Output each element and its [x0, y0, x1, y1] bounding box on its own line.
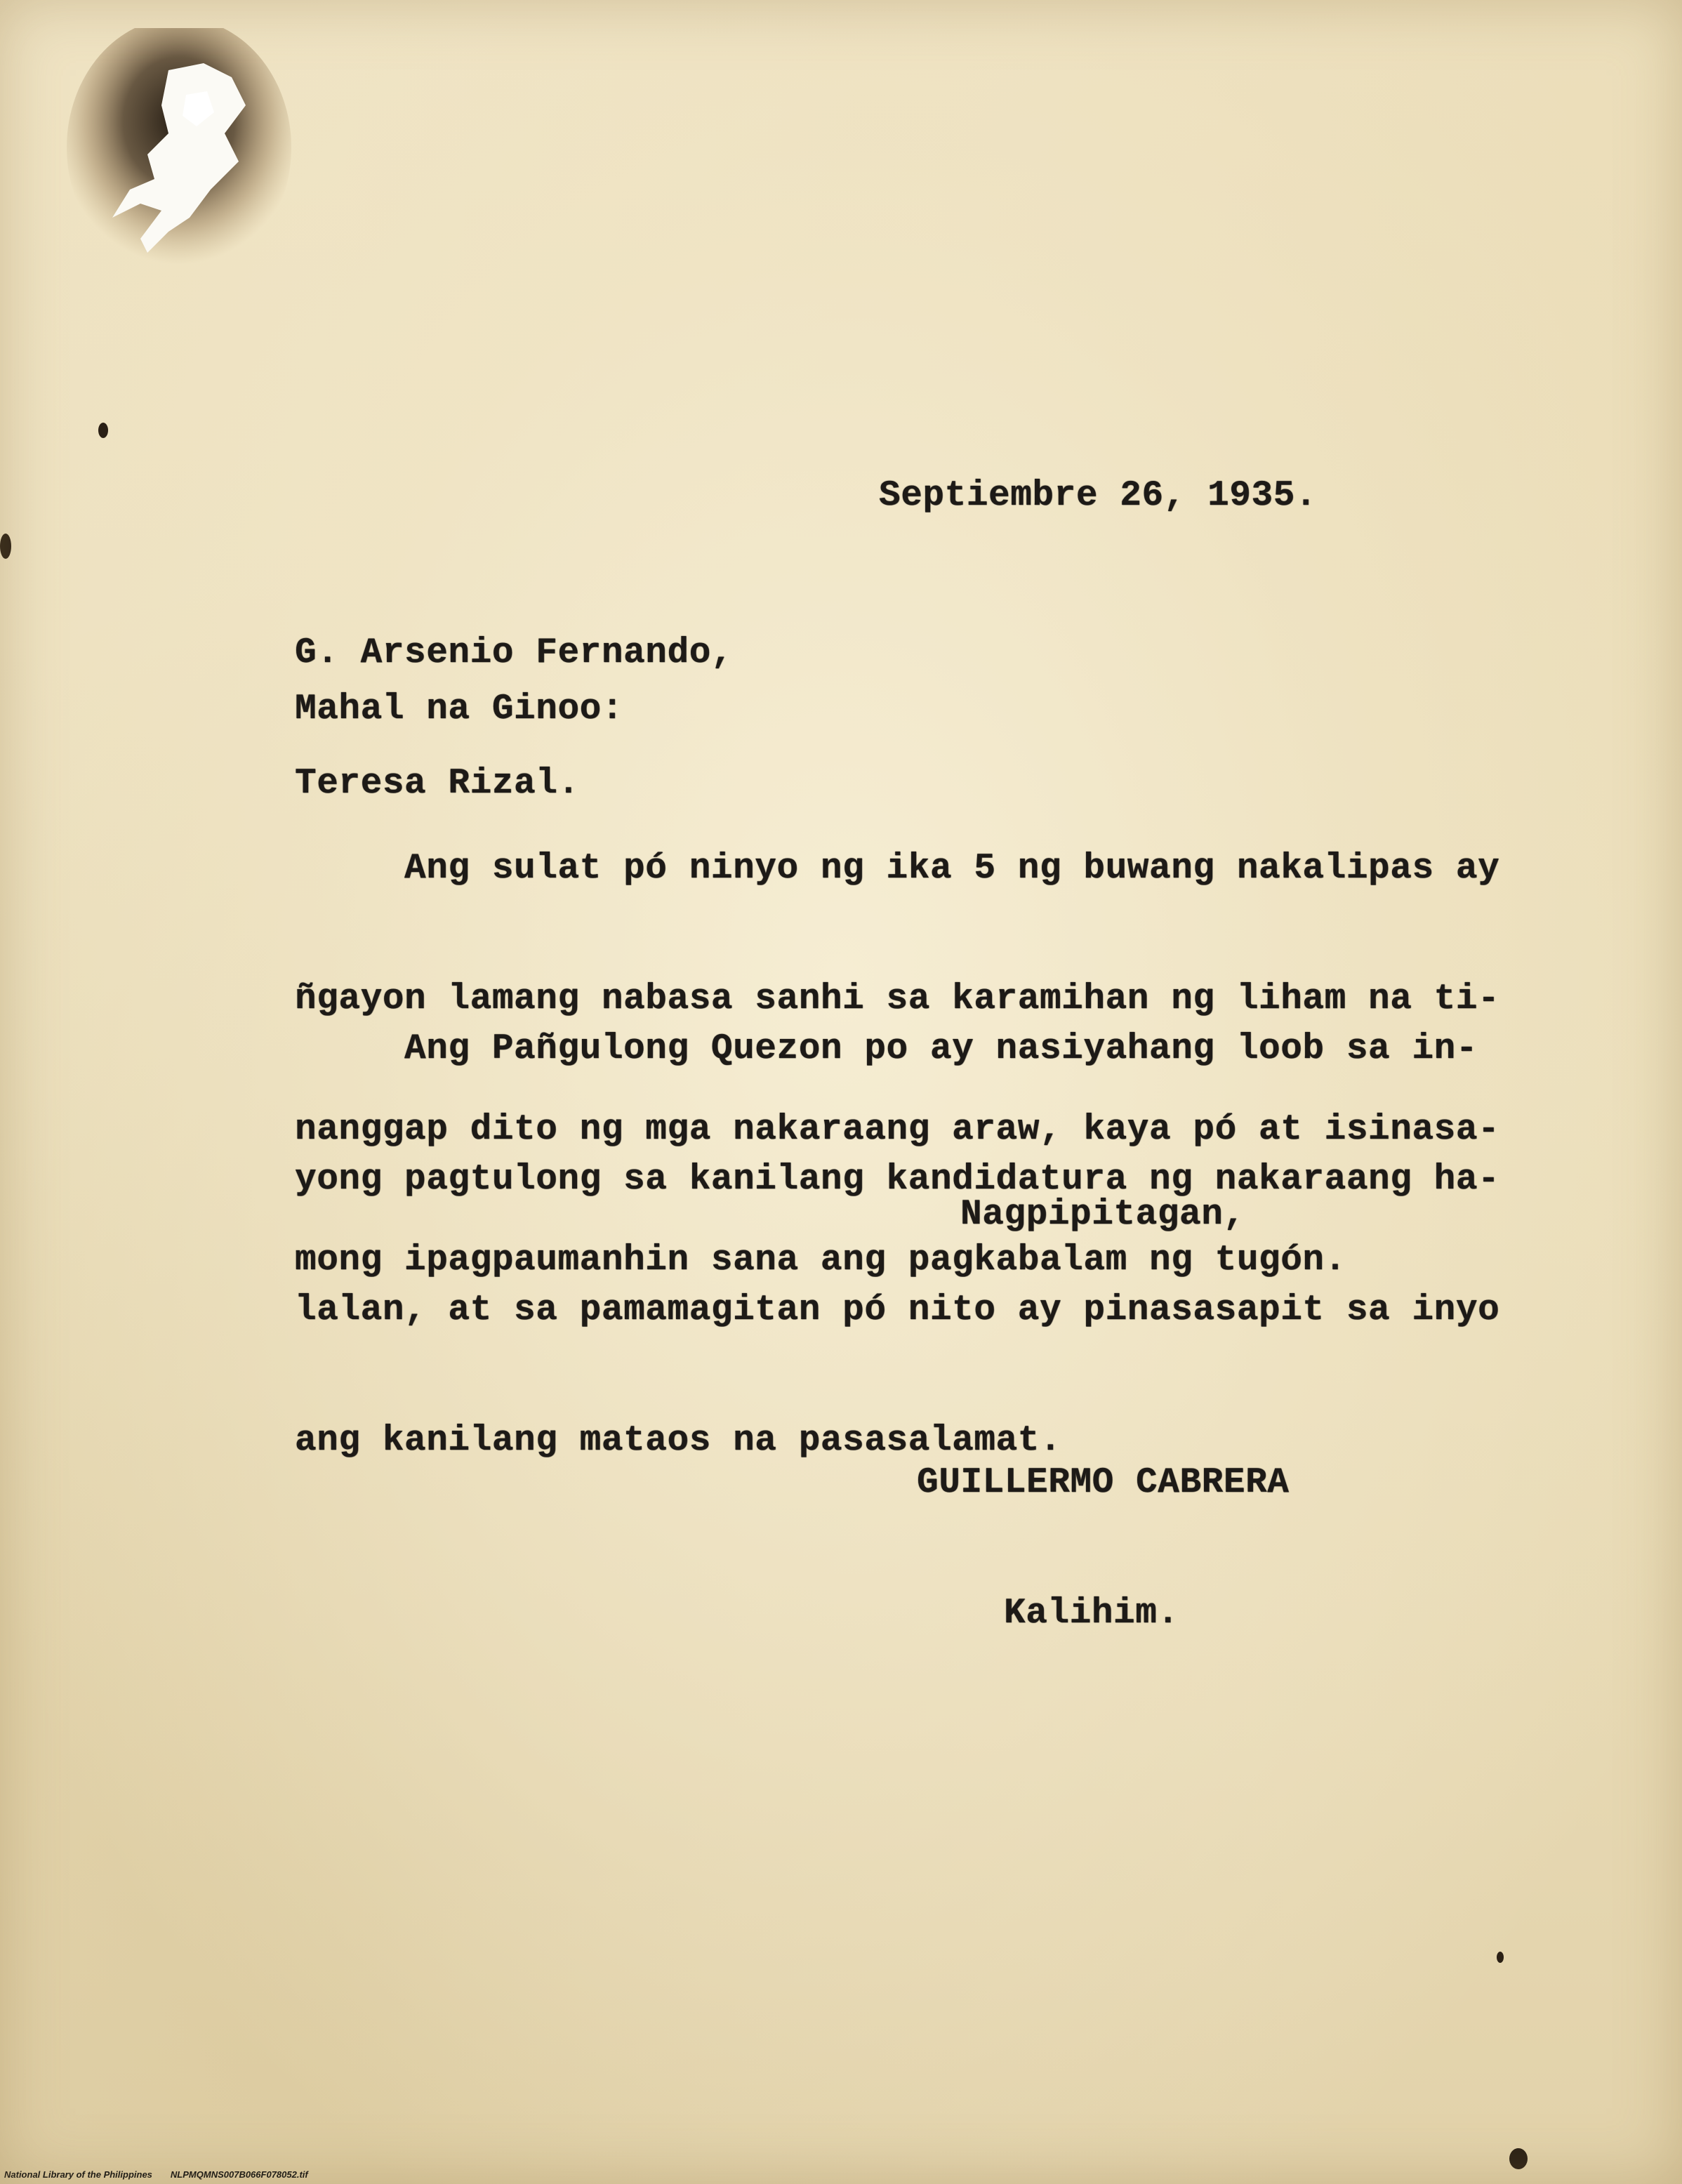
signature-block [917, 1375, 1290, 1723]
paragraph-line: ang kanilang mataos na pasasalamat. [295, 1421, 1062, 1461]
signer-title: Kalihim. [1004, 1594, 1179, 1634]
paragraph-line: yong pagtulong sa kanilang kandidatura ng nakaraang ha- [295, 1160, 1500, 1200]
archive-footer [4, 2169, 326, 2180]
paragraph-line: Ang Pañgulong Quezon po ay nasiyahang loob sa in- [295, 1029, 1478, 1069]
closing: Nagpipitagan, [960, 1195, 1245, 1235]
paragraph-line: mong ipagpaumanhin sana ang pagkabalam ng tugón. [295, 1240, 1346, 1280]
ink-speck [0, 534, 11, 559]
body-paragraph-2 [295, 941, 1499, 1550]
burn-mark [63, 28, 295, 302]
recipient-name: G. Arsenio Fernando, [295, 633, 734, 673]
footer-filename: NLPMQMNS007B066F078052.tif [170, 2169, 308, 2180]
ink-speck [98, 423, 108, 438]
recipient-location: Teresa Rizal. [295, 764, 580, 804]
paragraph-line: ñgayon lamang nabasa sanhi sa karamihan ng liham na ti- [295, 979, 1500, 1019]
ink-speck [1497, 1952, 1504, 1963]
salutation: Mahal na Ginoo: [295, 689, 624, 729]
letter-date: Septiembre 26, 1935. [879, 476, 1318, 516]
paragraph-line: nanggap dito ng mga nakaraang araw, kaya pó at isinasa- [295, 1110, 1500, 1150]
footer-institution: National Library of the Philippines [4, 2169, 152, 2180]
paragraph-line: Ang sulat pó ninyo ng ika 5 ng buwang nakalipas ay [295, 849, 1500, 889]
ink-speck [1509, 2148, 1528, 2169]
signer-name: GUILLERMO CABRERA [917, 1463, 1290, 1503]
paragraph-line: lalan, at sa pamamagitan pó nito ay pinasasapit sa inyo [295, 1290, 1500, 1330]
